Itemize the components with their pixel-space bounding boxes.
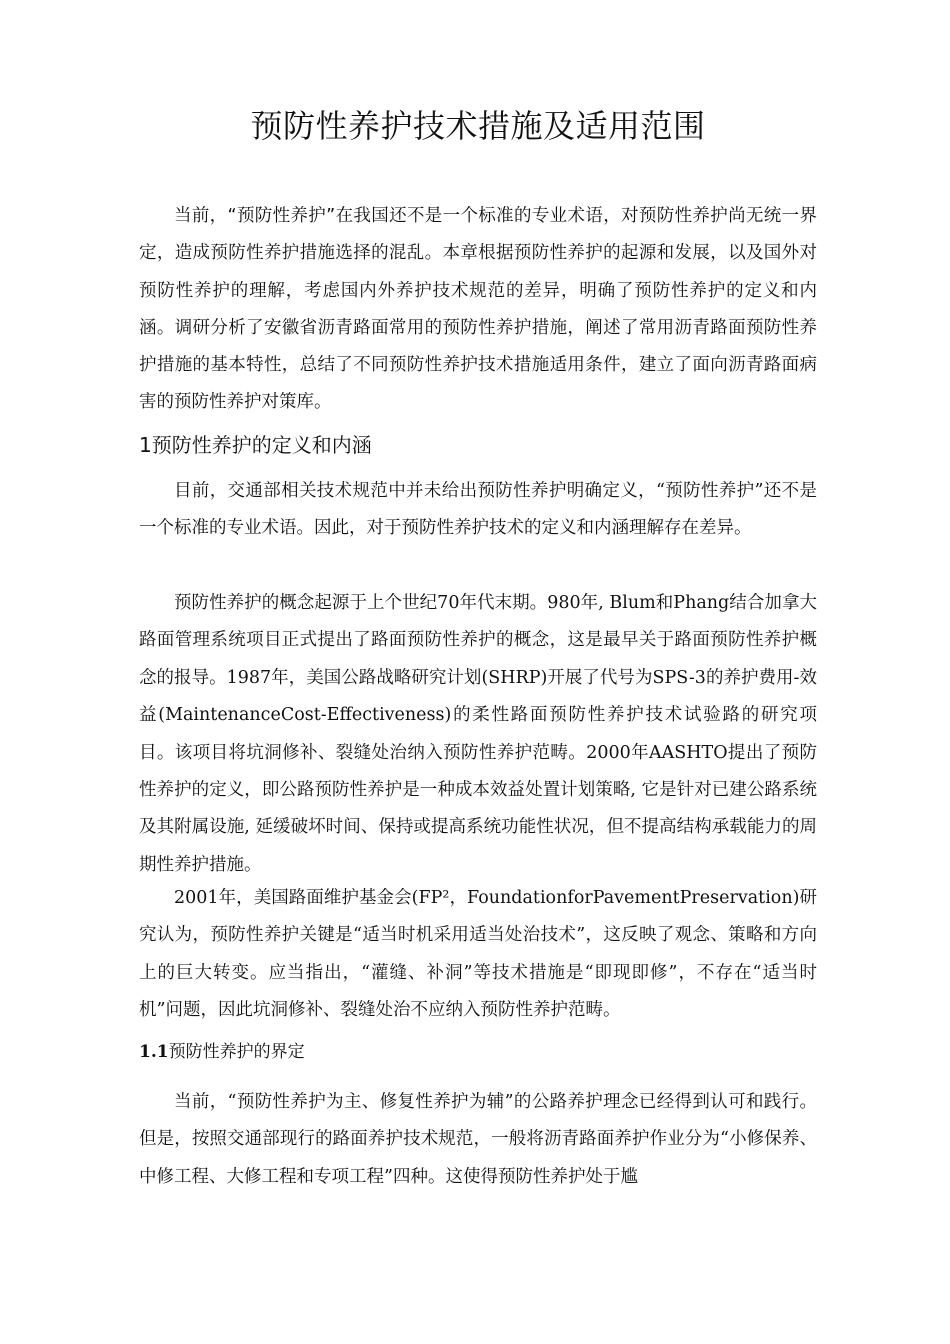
- section-1-paragraph-2: 预防性养护的概念起源于上个世纪70年代末期。980年, Blum和Phang结合加拿大路面管理系统项目正式提出了路面预防性养护的概念，这是最早关于路面预防性养护概念的报导。1987年，美国公路战略研究计划(SHRP)开展了代号为SPS-3的养护费用-效益(MaintenanceCost-Effectiveness)的柔性路面预防性养护技术试验路的研究项目。该项目将坑洞修补、裂缝处治纳入预防性养护范畴。2000年AASHTO提出了预防性养护的定义，即公路预防性养护是一种成本效益处置计划策略, 它是针对已建公路系统及其附属设施, 延缓破坏时间、保持或提高系统功能性状况，但不提高结构承载能力的周期性养护措施。: [139, 593, 817, 875]
- section-1-heading: 1预防性养护的定义和内涵: [139, 433, 372, 457]
- section-1-paragraph-1: 目前，交通部相关技术规范中并未给出预防性养护明确定义，“预防性养护”还不是一个标准的专业术语。因此，对于预防性养护技术的定义和内涵理解存在差异。: [139, 481, 817, 539]
- section-1-1-title: 预防性养护的界定: [168, 1042, 305, 1062]
- section-1-1-paragraph: 当前，“预防性养护为主、修复性养护为辅”的公路养护理念已经得到认可和践行。但是，按照交通部现行的路面养护技术规范，一般将沥青路面养护作业分为“小修保养、中修工程、大修工程和专项工程”四种。这使得预防性养护处于尴: [139, 1092, 817, 1187]
- document-title: 预防性养护技术措施及适用范围: [250, 107, 706, 145]
- section-1-paragraph-3: 2001年，美国路面维护基金会(FP²，FoundationforPavementPreservation)研究认为，预防性养护关键是“适当时机采用适当处治技术”，这反映了观念、策略和方向上的巨大转变。应当指出，“灌缝、补洞”等技术措施是“即现即修”，不存在“适当时机”问题，因此坑洞修补、裂缝处治不应纳入预防性养护范畴。: [139, 888, 817, 1021]
- section-1-1-heading: [139, 1034, 305, 1070]
- intro-paragraph: 当前，“预防性养护”在我国还不是一个标准的专业术语，对预防性养护尚无统一界定，造成预防性养护措施选择的混乱。本章根据预防性养护的起源和发展，以及国外对预防性养护的理解，考虑国内外养护技术规范的差异，明确了预防性养护的定义和内涵。调研分析了安徽省沥青路面常用的预防性养护措施，阐述了常用沥青路面预防性养护措施的基本特性，总结了不同预防性养护技术措施适用条件，建立了面向沥青路面病害的预防性养护对策库。: [139, 206, 817, 413]
- section-1-1-number: 1.1: [139, 1042, 169, 1062]
